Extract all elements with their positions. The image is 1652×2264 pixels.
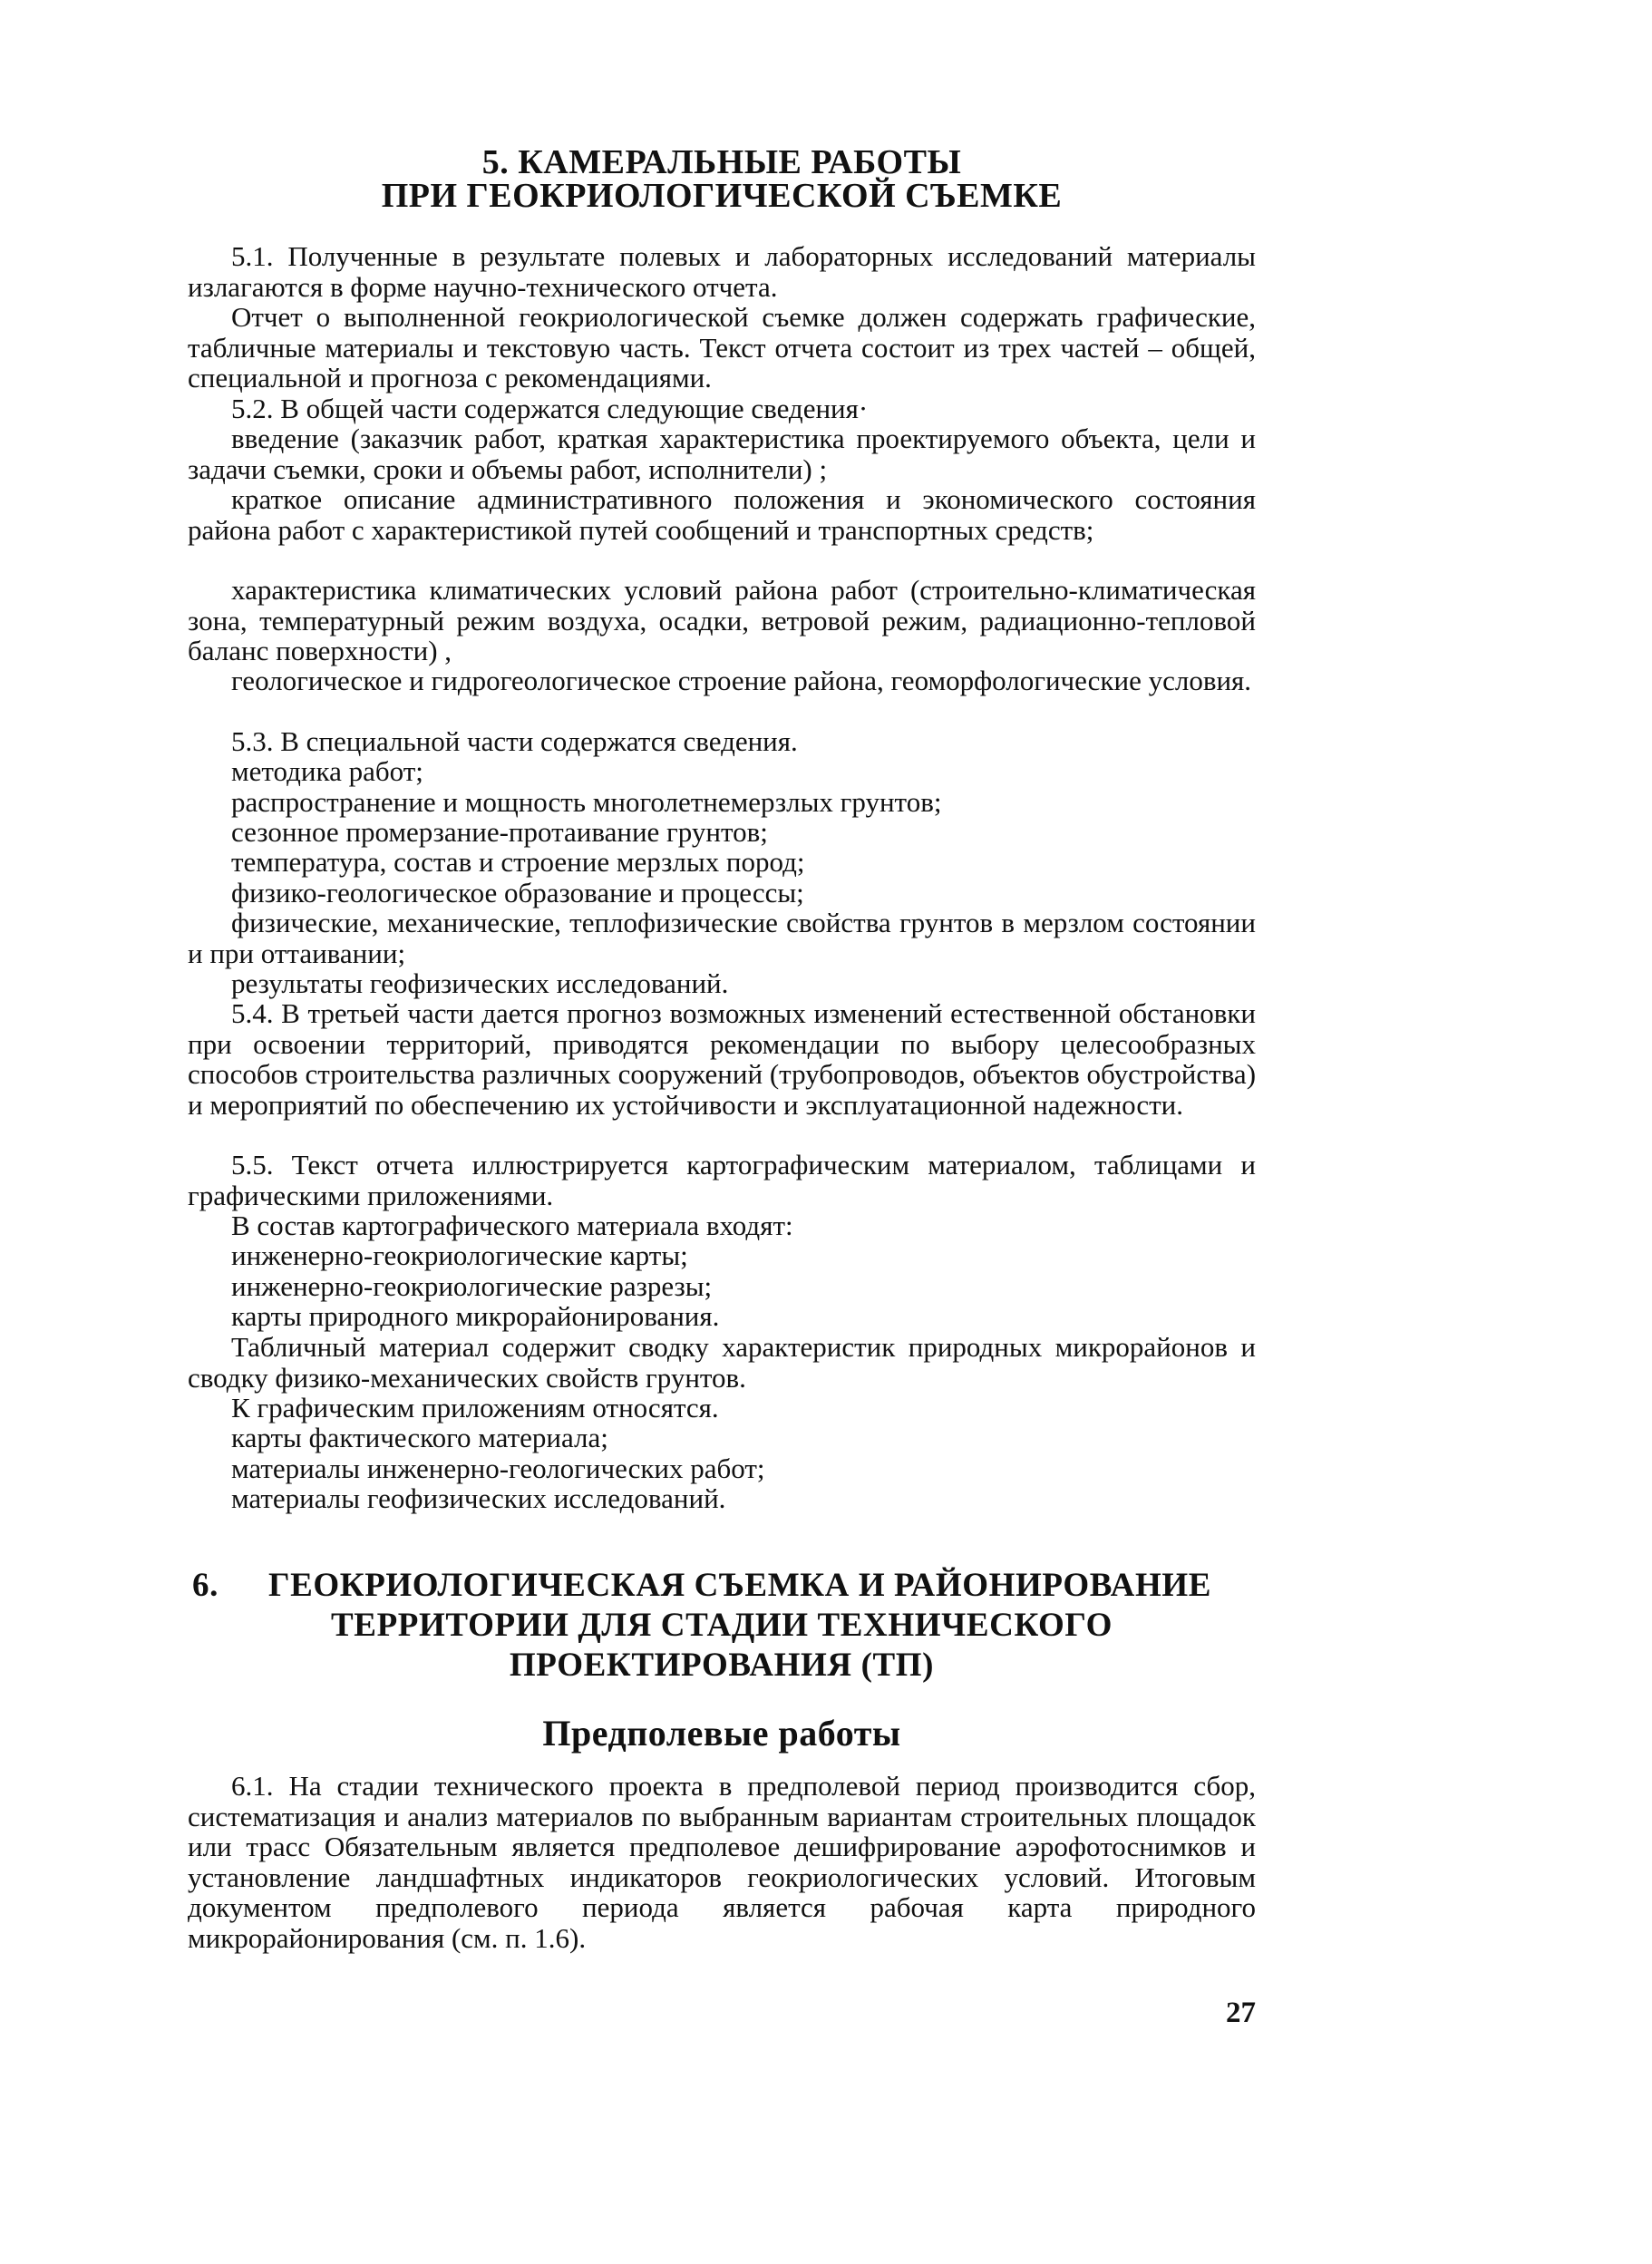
list-item: температура, состав и строение мерзлых пород; [231, 846, 805, 878]
paragraph: 5.5. Текст отчета иллюстрируется картографическим материалом, таблицами и графическими приложениями. [188, 1149, 1256, 1211]
list-item: карты фактического материала; [231, 1422, 608, 1453]
list-item: результаты геофизических исследований. [231, 967, 729, 999]
list-item: материалы инженерно-геологических работ; [231, 1453, 765, 1484]
list-item: физические, механические, теплофизические свойства грунтов в мерзлом состоянии и при оттаивании; [188, 907, 1256, 969]
list-item: инженерно-геокриологические разрезы; [231, 1270, 713, 1302]
section6-number: 6. [192, 1567, 219, 1604]
paragraph: В состав картографического материала входят: [231, 1210, 793, 1241]
paragraph: характеристика климатических условий района работ (строительно-климатическая зона, температурный режим воздуха, осадки, ветровой режим, радиационно-тепловой баланс поверхности) , [188, 574, 1256, 666]
paragraph: введение (заказчик работ, краткая характеристика проектируемого объекта, цели и задачи съемки, сроки и объемы работ, исполнители) ; [188, 423, 1256, 485]
section6-subtitle: Предполевые работы [542, 1713, 901, 1754]
list-item: инженерно-геокриологические карты; [231, 1239, 688, 1271]
paragraph: 5.4. В третьей части дается прогноз возможных изменений естественной обстановки при освоении территорий, приводятся рекомендации по выбору целесообразных способов строительства различных сооружений (трубопроводов, объектов обустройства) и мероприятий по обеспечению их устойчивости и эксплуатационной надежности. [188, 997, 1257, 1121]
list-item: методика работ; [231, 755, 423, 787]
list-item: карты природного микрорайонирования. [231, 1300, 720, 1332]
paragraph: 5.2. В общей части содержатся следующие сведения· [231, 393, 869, 424]
paragraph: К графическим приложениям относятся. [231, 1392, 719, 1424]
section6-title-line1: ГЕОКРИОЛОГИЧЕСКАЯ СЪЕМКА И РАЙОНИРОВАНИЕ [268, 1567, 1212, 1604]
list-item: распространение и мощность многолетнемерзлых грунтов; [231, 786, 942, 818]
paragraph: геологическое и гидрогеологическое строение района, геоморфологические условия. [231, 665, 1252, 696]
list-item: физико-геологическое образование и процессы; [231, 877, 804, 909]
page-number: 27 [1226, 1997, 1256, 2029]
paragraph: Табличный материал содержит сводку характеристик природных микрорайонов и сводку физико-механических свойств грунтов. [188, 1331, 1256, 1394]
paragraph: 5.3. В специальной части содержатся сведения. [231, 725, 798, 757]
list-item: сезонное промерзание-протаивание грунтов; [231, 816, 768, 848]
paragraph: краткое описание административного положения и экономического состояния района работ с характеристикой путей сообщений и транспортных средств; [188, 483, 1256, 546]
section5-title-line2: ПРИ ГЕОКРИОЛОГИЧЕСКОЙ СЪЕМКЕ [381, 177, 1063, 215]
section6-title-line3: ПРОЕКТИРОВАНИЯ (ТП) [509, 1647, 935, 1684]
section5-title-line1: 5. КАМЕРАЛЬНЫЕ РАБОТЫ [481, 143, 962, 181]
list-item: материалы геофизических исследований. [231, 1482, 726, 1514]
paragraph: 5.1. Полученные в результате полевых и лабораторных исследований материалы излагаются в форме научно-технического отчета. [188, 240, 1256, 303]
section6-title-line2: ТЕРРИТОРИИ ДЛЯ СТАДИИ ТЕХНИЧЕСКОГО [331, 1607, 1113, 1644]
paragraph: Отчет о выполненной геокриологической съемке должен содержать графические, табличные материалы и текстовую часть. Текст отчета состоит из трех частей – общей, специальной и прогноза с рекомендациями. [188, 301, 1256, 394]
paragraph: 6.1. На стадии технического проекта в предполевой период производится сбор, систематизация и анализ материалов по выбранным вариантам строительных площадок или трасс Обязательным является предполевое дешифрирование аэрофотоснимков и установление ландшафтных индикаторов геокриологических условий. Итоговым документом предполевого периода является рабочая карта природного микрорайонирования (см. п. 1.6). [188, 1770, 1256, 1954]
